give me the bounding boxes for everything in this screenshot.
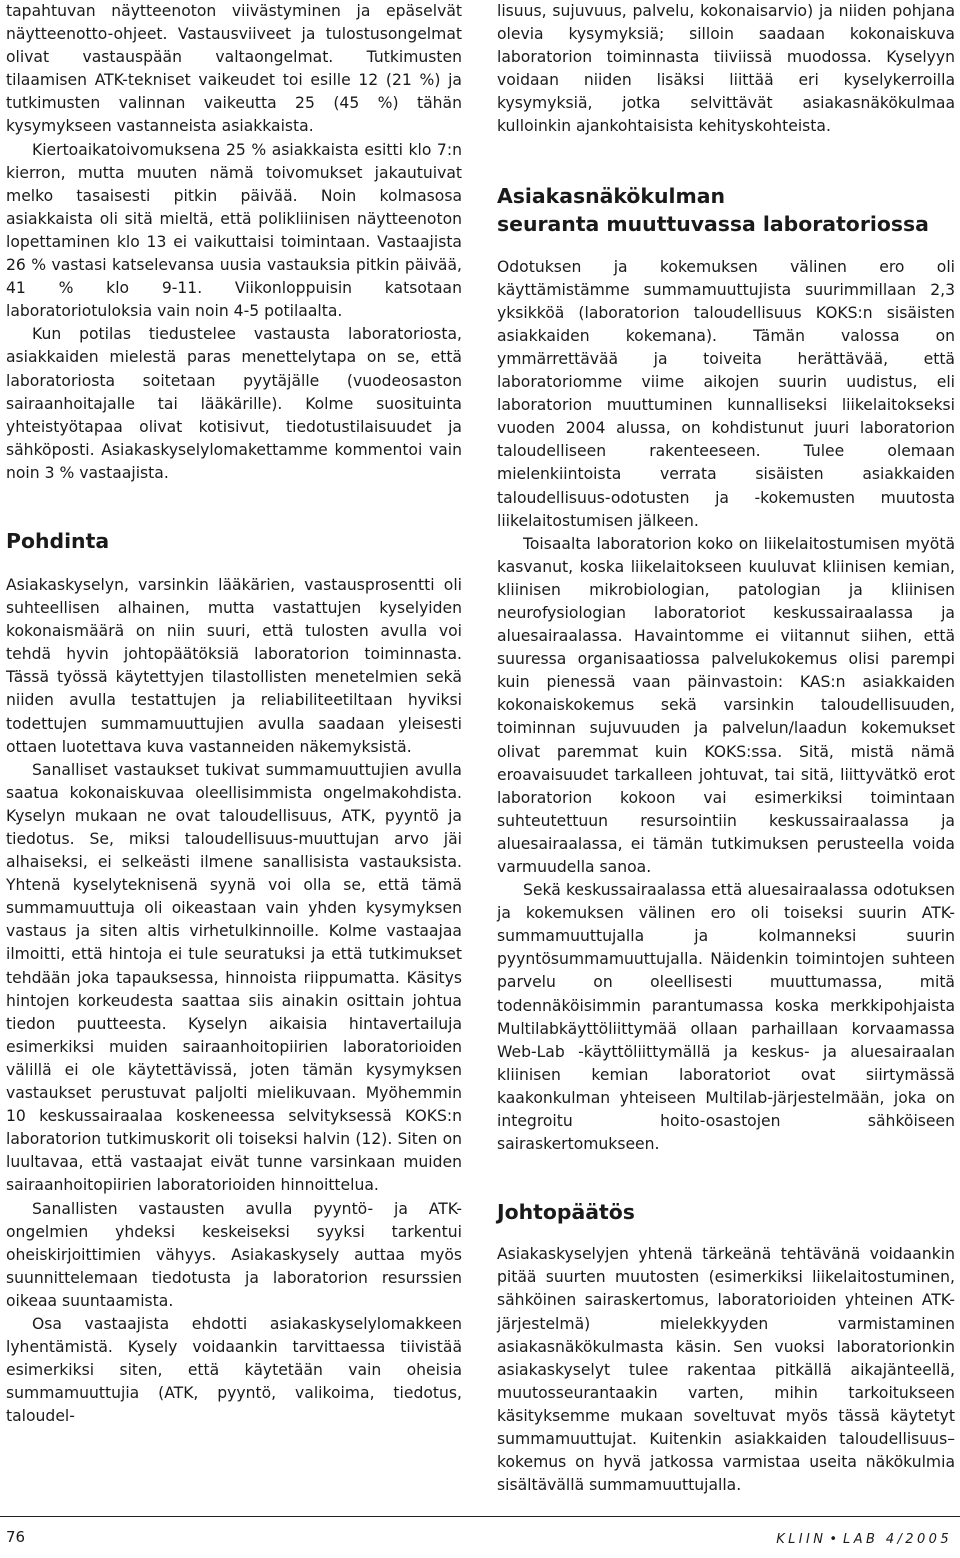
- body-paragraph: Sanallisten vastausten avulla pyyntö- ja ATK-ongelmien yhdeksi keskeiseksi syyksi tarkentui oheiskirjoittimien vähyys. Asiakaskysely auttaa myös suunnittelemaan tiedotusta ja laboratorion resurssien oikeaa suuntaamista.: [6, 1199, 462, 1310]
- body-paragraph: Osa vastaajista ehdotti asiakaskyselylomakkeen lyhentämistä. Kysely voidaankin tarvittaessa tiivistää esimerkiksi siten, että käytetään vain oheisia summamuuttujia (ATK, pyyntö, valikoima, tiedotus, taloudel-: [6, 1314, 462, 1426]
- body-paragraph: Sekä keskussairaalassa että aluesairaalassa odotuksen ja kokemuksen välinen ero oli toiseksi suurin ATK-summamuuttujalla ja kolmanneksi suurin pyyntösummamuuttujalla. Näidenkin toimintojen suhteen parvelu on oleellisesti muuttumassa, mitä todennäköisimmin parantumassa koska merkkipohjaista Multilabkäyttöliittymää ollaan parhaillaan korvaamassa Web-Lab -käyttöliittymällä ja keskus- ja aluesairaalan kliinisen kemian laboratoriot ovat siirtymässä kaakonkulman yhteiseen Multilab-järjestelmään, joka on integroitu hoito-osastojen sähköiseen sairaskertomukseen.: [497, 881, 955, 1154]
- body-paragraph: Asiakaskyselyjen yhtenä tärkeänä tehtävänä voidaankin pitää suurten muutosten (esimerkiksi liikelaitostuminen, sähköinen sairaskertomus, laboratorioiden yhteinen ATK-järjestelmä) mielekkyyden varmistaminen asiakasnäkökulmasta käsin. Sen vuoksi laboratorionkin asiakaskyselyt tulee rakentaa pitkällä aikajänteellä, muutosseurantaakin varten, mihin tarkoitukseen käsityksemme mukaan soveltuvat myös tässä käytetyt summamuuttujat. Kuitenkin asiakkaiden taloudellisuus–kokemus on hyvä jatkossa varmistaa useita näkökulmia sisältävällä summamuuttujalla.: [497, 1245, 955, 1495]
- body-paragraph: Asiakaskyselyn, varsinkin lääkärien, vastausprosentti oli suhteellisen alhainen, mutta vastattujen kyselyiden kokonaismäärä on niin suuri, että tulosten avulla voi tehdä hyvin johtopäätöksiä laboratorion toiminnasta. Tässä työssä käytettyjen tilastollisten menetelmien sekä niiden avulla testattujen ja reliabiliteetiltaan hyviksi todettujen summamuuttujien avulla saadaan yleisesti ottaen luotettava kuva vastanneiden näkemyksistä.: [6, 575, 462, 756]
- bullet-separator: •: [829, 1532, 838, 1547]
- body-paragraph: Toisaalta laboratorion koko on liikelaitostumisen myötä kasvanut, koska liikelaitokseen kuuluvat kliinisen kemian, kliinisen mikrobiologian, patologian ja kliinisen neurofysiologian laboratoriot keskussairaalassa ja aluesairaalassa. Havaintomme ei viitannut siihen, että suuressa organisaatiossa palvelukokemus olisi parempi kuin pienessä vaan päinvastoin: KAS:n asiakkaiden kokonaiskokemus sekä varsinkin taloudellisuuden, toiminnan sujuvuuden ja palvelun/laadun kokemukset olivat paremmat kuin KOKS:ssa. Sitä, mistä nämä eroavaisuudet tarkalleen johtuvat, tai sitä, liittyvätkö erot laboratorion kokoon vai esimerkiksi toimintaan suhteutettuun resursointiin keskussairaalassa ja aluesairaalassa, ei tämän tutkimuksen perusteella voida varmuudella sanoa.: [497, 534, 955, 876]
- body-paragraph: Kun potilas tiedustelee vastausta laboratoriosta, asiakkaiden mielestä paras menettelytapa on se, että laboratoriosta soitetaan pyytäjälle (vuodeosaston sairaanhoitajalle tai lääkärille). Kolme suosituinta yhteistyötapaa olivat kotisivut, tiedotustilaisuudet ja sähköposti. Asiakaskyselylomakettamme kommentoi vain noin 3 % vastaajista.: [6, 325, 462, 482]
- page-number: 76: [6, 1528, 26, 1546]
- journal-sub: LAB: [843, 1532, 879, 1547]
- heading-line: Asiakasnäkökulman: [497, 183, 726, 208]
- body-paragraph: tapahtuvan näytteenoton viivästyminen ja epäselvät näytteenotto-ohjeet. Vastausviiveet ja tulostusongelmat olivat vastauspään valtaongelmat. Tutkimusten tilaamisen ATK-tekniset vaikeudet toi esille 12 (21 %) ja tutkimusten valinnan vaikeutta 25 (45 %) tähän kysymykseen vastanneista asiakkaista.: [6, 2, 462, 136]
- heading-line: seuranta muuttuvassa laboratoriossa: [497, 211, 929, 236]
- body-paragraph: Odotuksen ja kokemuksen välinen ero oli käyttämistämme summamuuttujista suurimmillaan 2,3 yksikköä (laboratorion taloudellisuus KOKS:n sisäisten asiakkaiden kokemana). Tämän valossa on ymmärrettävää ja toiveita herättävää, että laboratoriomme viime aikojen suurin uudistus, eli laboratorion muuttuminen kunnalliseksi liikelaitokseksi vuoden 2004 alussa, on kohdistunut juuri laboratorion taloudelliseen rakenteeseen. Tulee olemaan mielenkiintoista verrata sisäisten asiakkaiden taloudellisuus-odotusten ja -kokemusten muutosta liikelaitostumisen jälkeen.: [497, 257, 955, 530]
- footer-rule: [0, 1516, 960, 1517]
- journal-name: KLIIN: [776, 1532, 827, 1547]
- right-column: [497, 0, 955, 1497]
- section-heading-monitoring: [497, 182, 955, 238]
- body-paragraph: lisuus, sujuvuus, palvelu, kokonaisarvio) ja niiden pohjana olevia kysymyksiä; silloin saadaan kokonaiskuva laboratorion toiminnasta tiiviissä muodossa. Kyselyyn voidaan niiden lisäksi liittää eri kyselykerroilla kysymyksiä, jotka selvittävät asiakasnäkökulmaa kulloinkin ajankohtaisista kehityskohteista.: [497, 2, 955, 136]
- journal-footer: [776, 1531, 952, 1549]
- body-paragraph: Kiertoaikatoivomuksena 25 % asiakkaista esitti klo 7:n kierron, mutta muuten nämä toivomukset jakautuivat melko tasaisesti pitkin päivää. Noin kolmasosa asiakkaista oli sitä mieltä, että polikliinisen näytteenoton lopettaminen klo 13 ei vaikuttaisi toimintaan. Vastaajista 26 % vastasi katselevansa uusia vastauksia pitkin päivää, 41 % klo 9-11. Viikonloppuisin katsotaan laboratoriotuloksia vain noin 4-5 potilaalta.: [6, 140, 462, 321]
- left-column: [6, 0, 462, 1428]
- section-heading-discussion: Pohdinta: [6, 528, 110, 553]
- section-heading-conclusion: Johtopäätös: [497, 1200, 635, 1225]
- issue-number: 4/2005: [885, 1532, 952, 1547]
- body-paragraph: Sanalliset vastaukset tukivat summamuuttujien avulla saatua kokonaiskuvaa oleellisimmista ongelmakohdista. Kyselyn mukaan ne ovat taloudellisuus, ATK, pyyntö ja tiedotus. Se, miksi taloudellisuus-muuttujan arvo jäi alhaiseksi, ei selkeästi ilmene sanallisista vastauksista. Yhtenä kyselyteknisenä syynä voi olla se, että tämä summamuuttuja oli oikeastaan vain yhden kysymyksen vastaus ja siten altis virhetulkinnoille. Kolme vastaajaa ilmoitti, että hintoja ei tule seuratuksi ja että tutkimukset tehdään joka tapauksessa, hinnoista riippumatta. Käsitys hintojen korkeudesta saattaa siis ainakin osittain johtua tiedon puutteesta. Kyselyn aikaisia hintavertailuja esimerkiksi muiden sairaanhoitopiirien laboratorioiden välillä ei ole käytettävissä, joten tämän kysymyksen vastaukset perustuvat paljolti mielikuvaan. Myöhemmin 10 keskussairaalaa koskeneessa selvityksessä KOKS:n laboratorion tutkimuskorit oli toiseksi halvin (12). Siten on luultavaa, että vastaajat eivät tunne varsinkaan muiden sairaanhoitopiirien laboratorioiden hinnoittelua.: [6, 760, 462, 1195]
